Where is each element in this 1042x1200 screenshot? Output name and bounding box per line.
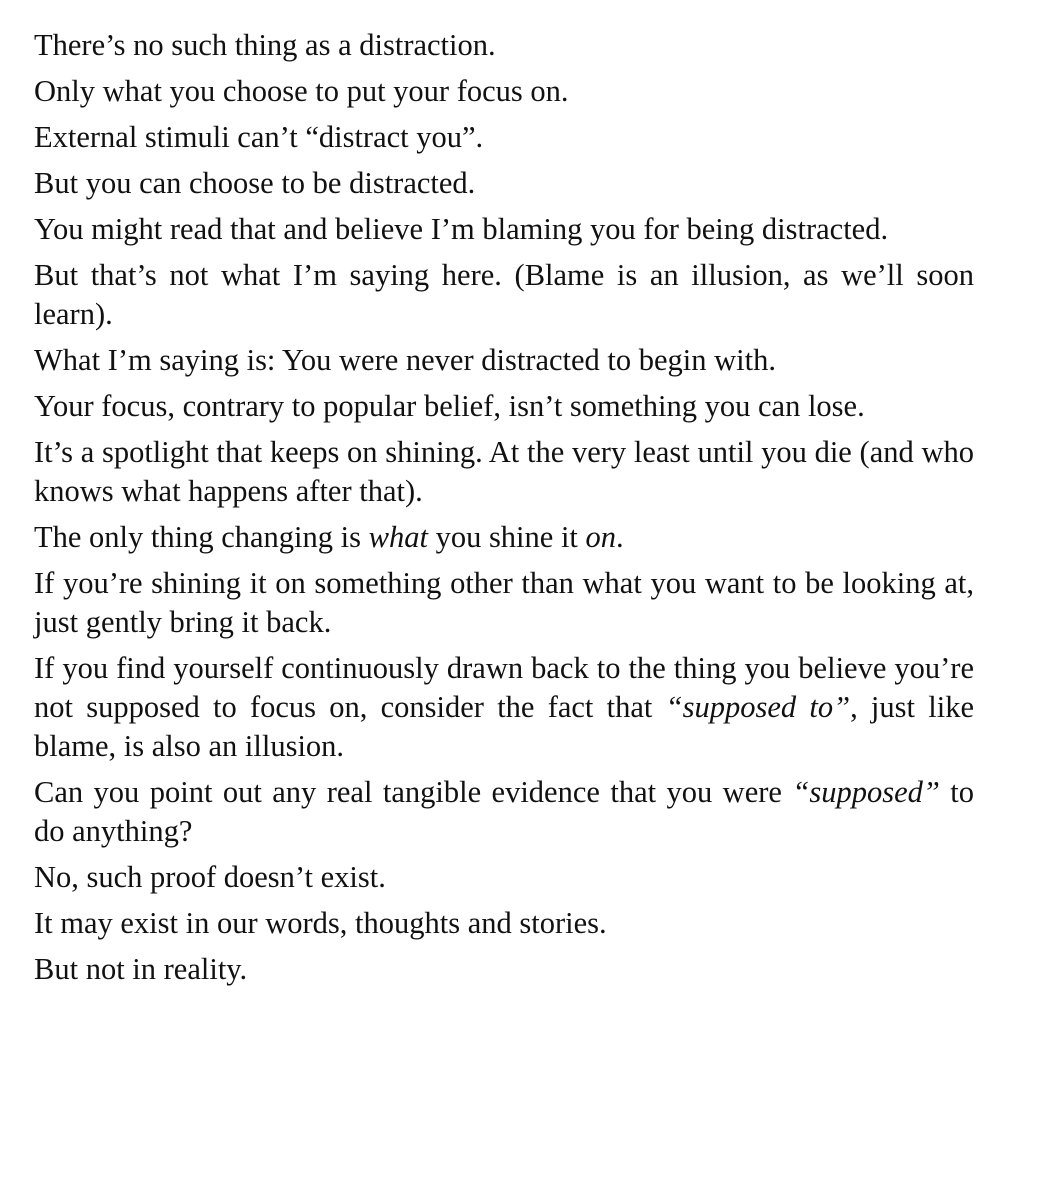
text-segment: If you’re shining it on something other than what you want to be looking at, just gently bring it back. <box>34 566 974 639</box>
text-segment: But that’s not what I’m saying here. (Blame is an illusion, as we’ll soon learn). <box>34 258 974 331</box>
paragraph <box>34 518 974 557</box>
text-segment: Only what you choose to put your focus on. <box>34 74 569 108</box>
document-page <box>34 26 974 996</box>
paragraph <box>34 858 974 897</box>
text-segment: Your focus, contrary to popular belief, isn’t something you can lose. <box>34 389 865 423</box>
text-segment: External stimuli can’t “distract you”. <box>34 120 484 154</box>
text-segment: . <box>616 520 624 554</box>
text-segment: to do anything? <box>34 775 974 848</box>
text-segment: It may exist in our words, thoughts and stories. <box>34 906 607 940</box>
paragraph <box>34 433 974 511</box>
paragraph <box>34 387 974 426</box>
text-segment: But not in reality. <box>34 952 248 986</box>
italic-text: on <box>585 520 617 554</box>
italic-text: “supposed” <box>792 775 940 809</box>
italic-text: “supposed to” <box>665 690 851 724</box>
paragraph <box>34 904 974 943</box>
text-segment: You might read that and believe I’m blaming you for being distracted. <box>34 212 889 246</box>
text-segment: There’s no such thing as a distraction. <box>34 28 496 62</box>
paragraph <box>34 256 974 334</box>
paragraph <box>34 72 974 111</box>
text-segment: If you find yourself continuously drawn back to the thing you believe you’re not supposed to focus on, consider the fact that <box>34 651 974 724</box>
text-segment: No, such proof doesn’t exist. <box>34 860 386 894</box>
text-segment: What I’m saying is: You were never distracted to begin with. <box>34 343 777 377</box>
paragraph <box>34 26 974 65</box>
text-segment: The only thing changing is <box>34 520 369 554</box>
text-segment: It’s a spotlight that keeps on shining. At the very least until you die (and who knows what happens after that). <box>34 435 974 508</box>
text-segment: Can you point out any real tangible evidence that you were <box>34 775 793 809</box>
paragraph <box>34 773 974 851</box>
text-segment: But you can choose to be distracted. <box>34 166 476 200</box>
text-segment: you shine it <box>427 520 586 554</box>
text-segment: , just like blame, is also an illusion. <box>34 690 974 763</box>
paragraph <box>34 164 974 203</box>
paragraph <box>34 210 974 249</box>
paragraph <box>34 564 974 642</box>
italic-text: what <box>368 520 428 554</box>
paragraph <box>34 950 974 989</box>
paragraph <box>34 341 974 380</box>
paragraph <box>34 649 974 766</box>
paragraph <box>34 118 974 157</box>
